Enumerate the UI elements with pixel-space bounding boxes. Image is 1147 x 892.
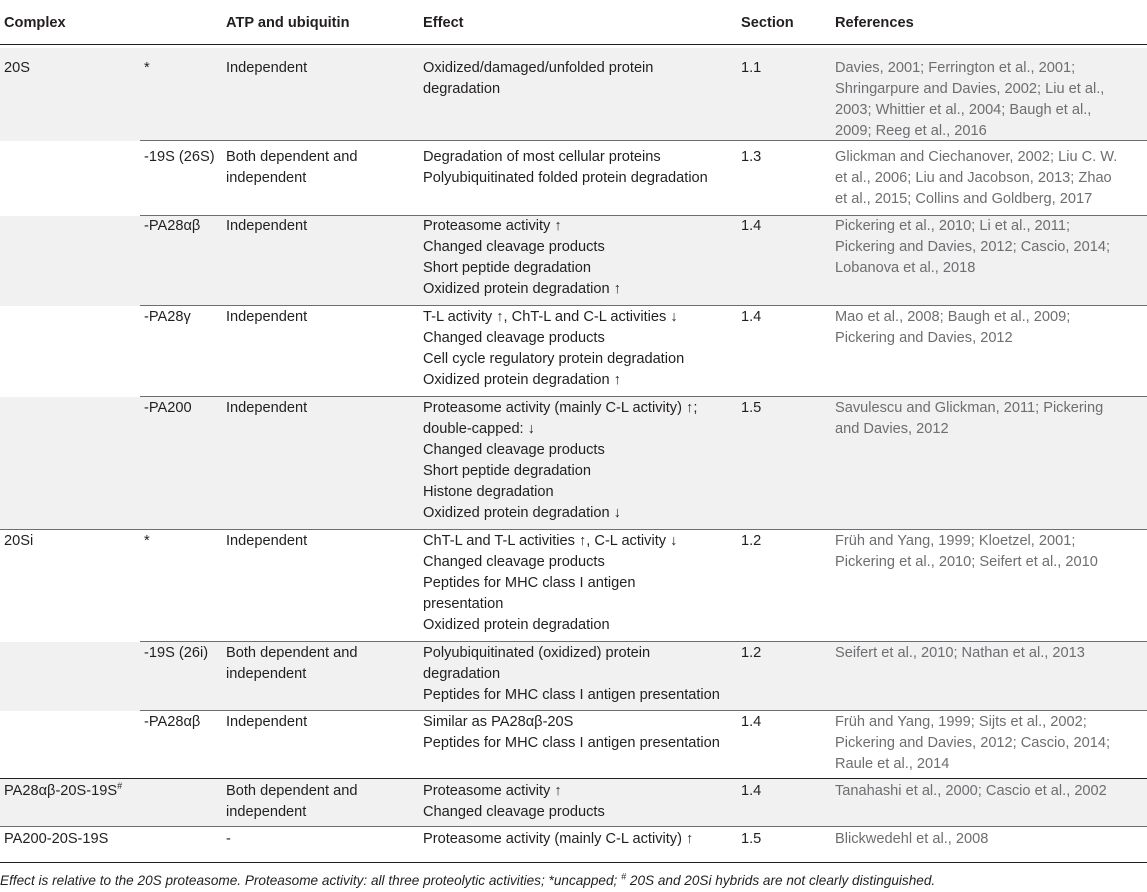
- cell-complex: [4, 531, 33, 552]
- cell-text: *: [144, 60, 150, 76]
- cell-section: [741, 531, 761, 552]
- footnote-hash-marker: #: [621, 871, 627, 882]
- cell-line: Peptides for MHC class I antigen presentation: [423, 735, 720, 751]
- cell-line: and Davies, 2012: [835, 421, 949, 437]
- cell-line: Changed cleavage products: [423, 804, 605, 820]
- footnote-text-end: 20S and 20Si hybrids are not clearly distinguished.: [626, 873, 936, 888]
- cell-line: Proteasome activity ↑: [423, 218, 562, 234]
- cell-section: [741, 307, 761, 328]
- cell-text: 1.5: [741, 831, 762, 847]
- cell-text: 1.5: [741, 400, 762, 416]
- cell-text: -PA200: [144, 400, 192, 416]
- cell-line: Mao et al., 2008; Baugh et al., 2009;: [835, 309, 1071, 325]
- cell-text: 1.2: [741, 533, 762, 549]
- cell-atp: [226, 216, 307, 237]
- cell-line: Short peptide degradation: [423, 260, 591, 276]
- cell-sub: [144, 712, 200, 733]
- cell-line: Blickwedehl et al., 2008: [835, 831, 989, 847]
- hash-marker: #: [117, 781, 123, 792]
- cell-line: Pickering and Davies, 2012; Cascio, 2014;: [835, 239, 1111, 255]
- row-divider: [0, 529, 1147, 530]
- cell-line: Peptides for MHC class I antigen presentation: [423, 687, 720, 703]
- cell-effect: [423, 781, 605, 823]
- cell-section: [741, 643, 761, 664]
- cell-text: 1.1: [741, 60, 762, 76]
- cell-line: Independent: [226, 218, 308, 234]
- cell-line: Independent: [226, 400, 308, 416]
- cell-line: -: [226, 831, 231, 847]
- cell-line: Peptides for MHC class I antigen: [423, 575, 636, 591]
- cell-text: 1.4: [741, 218, 762, 234]
- cell-line: Polyubiquitinated folded protein degradation: [423, 170, 708, 186]
- cell-line: Raule et al., 2014: [835, 756, 950, 772]
- cell-atp: [226, 398, 307, 419]
- cell-atp: [226, 531, 307, 552]
- header-references: References: [835, 15, 914, 31]
- cell-sub: [144, 58, 150, 79]
- cell-text: -PA28γ: [144, 309, 191, 325]
- cell-line: Independent: [226, 533, 308, 549]
- cell-text: 1.4: [741, 714, 762, 730]
- cell-line: Both dependent and: [226, 783, 358, 799]
- cell-line: Davies, 2001; Ferrington et al., 2001;: [835, 60, 1076, 76]
- cell-section: [741, 58, 761, 79]
- cell-refs: [835, 216, 1110, 279]
- cell-line: Changed cleavage products: [423, 330, 605, 346]
- cell-complex: [4, 829, 108, 850]
- cell-effect: [423, 58, 653, 100]
- cell-line: degradation: [423, 666, 501, 682]
- cell-line: Glickman and Ciechanover, 2002; Liu C. W.: [835, 149, 1118, 165]
- cell-line: Histone degradation: [423, 484, 554, 500]
- cell-line: Both dependent and: [226, 645, 358, 661]
- cell-atp: [226, 781, 357, 823]
- cell-line: Both dependent and: [226, 149, 358, 165]
- cell-line: Oxidized protein degradation ↑: [423, 281, 621, 297]
- cell-text: *: [144, 533, 150, 549]
- header-complex: Complex: [4, 15, 66, 31]
- cell-atp: [226, 147, 357, 189]
- cell-effect: [423, 643, 720, 706]
- cell-atp: [226, 643, 357, 685]
- cell-line: Pickering and Davies, 2012; Cascio, 2014;: [835, 735, 1111, 751]
- row-divider: [140, 641, 1147, 642]
- cell-refs: [835, 398, 1103, 440]
- footnote-text: Effect is relative to the 20S proteasome. Proteasome activity: all three proteolytic activities; *uncapped;: [0, 873, 622, 888]
- cell-sub: [144, 531, 150, 552]
- cell-text: -PA28αβ: [144, 714, 201, 730]
- cell-text: PA28αβ-20S-19S: [4, 783, 118, 799]
- cell-effect: [423, 398, 697, 524]
- cell-text: 1.2: [741, 645, 762, 661]
- row-divider: [140, 396, 1147, 397]
- cell-line: Changed cleavage products: [423, 442, 605, 458]
- row-divider: [0, 826, 1147, 827]
- cell-text: -19S (26i): [144, 645, 209, 661]
- cell-line: Changed cleavage products: [423, 239, 605, 255]
- cell-refs: [835, 781, 1107, 802]
- cell-text: -PA28αβ: [144, 218, 201, 234]
- header-atp-ubiquitin: ATP and ubiquitin: [226, 15, 350, 31]
- cell-line: Changed cleavage products: [423, 554, 605, 570]
- cell-line: et al., 2015; Collins and Goldberg, 2017: [835, 191, 1093, 207]
- cell-line: et al., 2006; Liu and Jacobson, 2013; Zhao: [835, 170, 1112, 186]
- header-section: Section: [741, 15, 794, 31]
- cell-complex: [4, 58, 30, 79]
- cell-text: -19S (26S): [144, 149, 215, 165]
- cell-sub: [144, 147, 215, 168]
- cell-line: Degradation of most cellular proteins: [423, 149, 661, 165]
- cell-sub: [144, 643, 208, 664]
- cell-line: Savulescu and Glickman, 2011; Pickering: [835, 400, 1104, 416]
- cell-line: Oxidized protein degradation: [423, 617, 610, 633]
- cell-atp: [226, 712, 307, 733]
- cell-line: Proteasome activity ↑: [423, 783, 562, 799]
- cell-line: Seifert et al., 2010; Nathan et al., 2013: [835, 645, 1085, 661]
- cell-line: presentation: [423, 596, 504, 612]
- cell-section: [741, 829, 761, 850]
- cell-effect: [423, 829, 693, 850]
- table-footnote: [0, 873, 935, 889]
- cell-sub: [144, 307, 191, 328]
- cell-line: Oxidized/damaged/unfolded protein: [423, 60, 654, 76]
- cell-sub: [144, 398, 192, 419]
- cell-refs: [835, 712, 1110, 775]
- cell-line: 2003; Whittier et al., 2004; Baugh et al.,: [835, 102, 1092, 118]
- cell-line: Pickering et al., 2010; Seifert et al., 2010: [835, 554, 1098, 570]
- cell-line: Pickering and Davies, 2012: [835, 330, 1013, 346]
- cell-line: Independent: [226, 714, 308, 730]
- cell-line: T-L activity ↑, ChT-L and C-L activities ↓: [423, 309, 678, 325]
- row-divider: [140, 710, 1147, 711]
- cell-line: Independent: [226, 60, 308, 76]
- cell-refs: [835, 147, 1117, 210]
- cell-complex: [4, 781, 122, 802]
- cell-section: [741, 147, 761, 168]
- cell-line: Similar as PA28αβ-20S: [423, 714, 574, 730]
- cell-line: Tanahashi et al., 2000; Cascio et al., 2002: [835, 783, 1107, 799]
- cell-text: 20Si: [4, 533, 34, 549]
- cell-line: Proteasome activity (mainly C-L activity) ↑;: [423, 400, 698, 416]
- header-effect: Effect: [423, 15, 464, 31]
- cell-line: ChT-L and T-L activities ↑, C-L activity ↓: [423, 533, 678, 549]
- cell-refs: [835, 307, 1070, 349]
- cell-refs: [835, 58, 1104, 142]
- cell-text: 1.3: [741, 149, 762, 165]
- row-divider: [140, 305, 1147, 306]
- cell-line: Pickering et al., 2010; Li et al., 2011;: [835, 218, 1070, 234]
- cell-line: double-capped: ↓: [423, 421, 535, 437]
- table-header: [0, 0, 1147, 45]
- row-divider: [0, 778, 1147, 779]
- cell-sub: [144, 216, 200, 237]
- cell-refs: [835, 531, 1098, 573]
- cell-line: Cell cycle regulatory protein degradation: [423, 351, 685, 367]
- cell-refs: [835, 829, 988, 850]
- row-divider: [0, 862, 1147, 863]
- cell-atp: [226, 58, 307, 79]
- cell-line: independent: [226, 666, 307, 682]
- cell-section: [741, 712, 761, 733]
- cell-line: independent: [226, 804, 307, 820]
- cell-atp: [226, 829, 231, 850]
- cell-line: Früh and Yang, 1999; Kloetzel, 2001;: [835, 533, 1076, 549]
- cell-line: Oxidized protein degradation ↑: [423, 372, 621, 388]
- cell-text: 20S: [4, 60, 30, 76]
- cell-line: Früh and Yang, 1999; Sijts et al., 2002;: [835, 714, 1087, 730]
- cell-effect: [423, 147, 708, 189]
- cell-line: Proteasome activity (mainly C-L activity) ↑: [423, 831, 694, 847]
- cell-line: Oxidized protein degradation ↓: [423, 505, 621, 521]
- cell-line: Lobanova et al., 2018: [835, 260, 976, 276]
- cell-effect: [423, 531, 677, 636]
- cell-line: 2009; Reeg et al., 2016: [835, 123, 987, 139]
- cell-line: Short peptide degradation: [423, 463, 591, 479]
- cell-section: [741, 781, 761, 802]
- cell-section: [741, 216, 761, 237]
- cell-text: PA200-20S-19S: [4, 831, 109, 847]
- cell-line: degradation: [423, 81, 501, 97]
- cell-line: independent: [226, 170, 307, 186]
- cell-text: 1.4: [741, 783, 762, 799]
- cell-effect: [423, 216, 621, 300]
- cell-refs: [835, 643, 1085, 664]
- cell-line: Polyubiquitinated (oxidized) protein: [423, 645, 651, 661]
- cell-line: Shringarpure and Davies, 2002; Liu et al.,: [835, 81, 1105, 97]
- cell-effect: [423, 712, 720, 754]
- cell-section: [741, 398, 761, 419]
- cell-line: Independent: [226, 309, 308, 325]
- cell-effect: [423, 307, 684, 391]
- cell-atp: [226, 307, 307, 328]
- cell-text: 1.4: [741, 309, 762, 325]
